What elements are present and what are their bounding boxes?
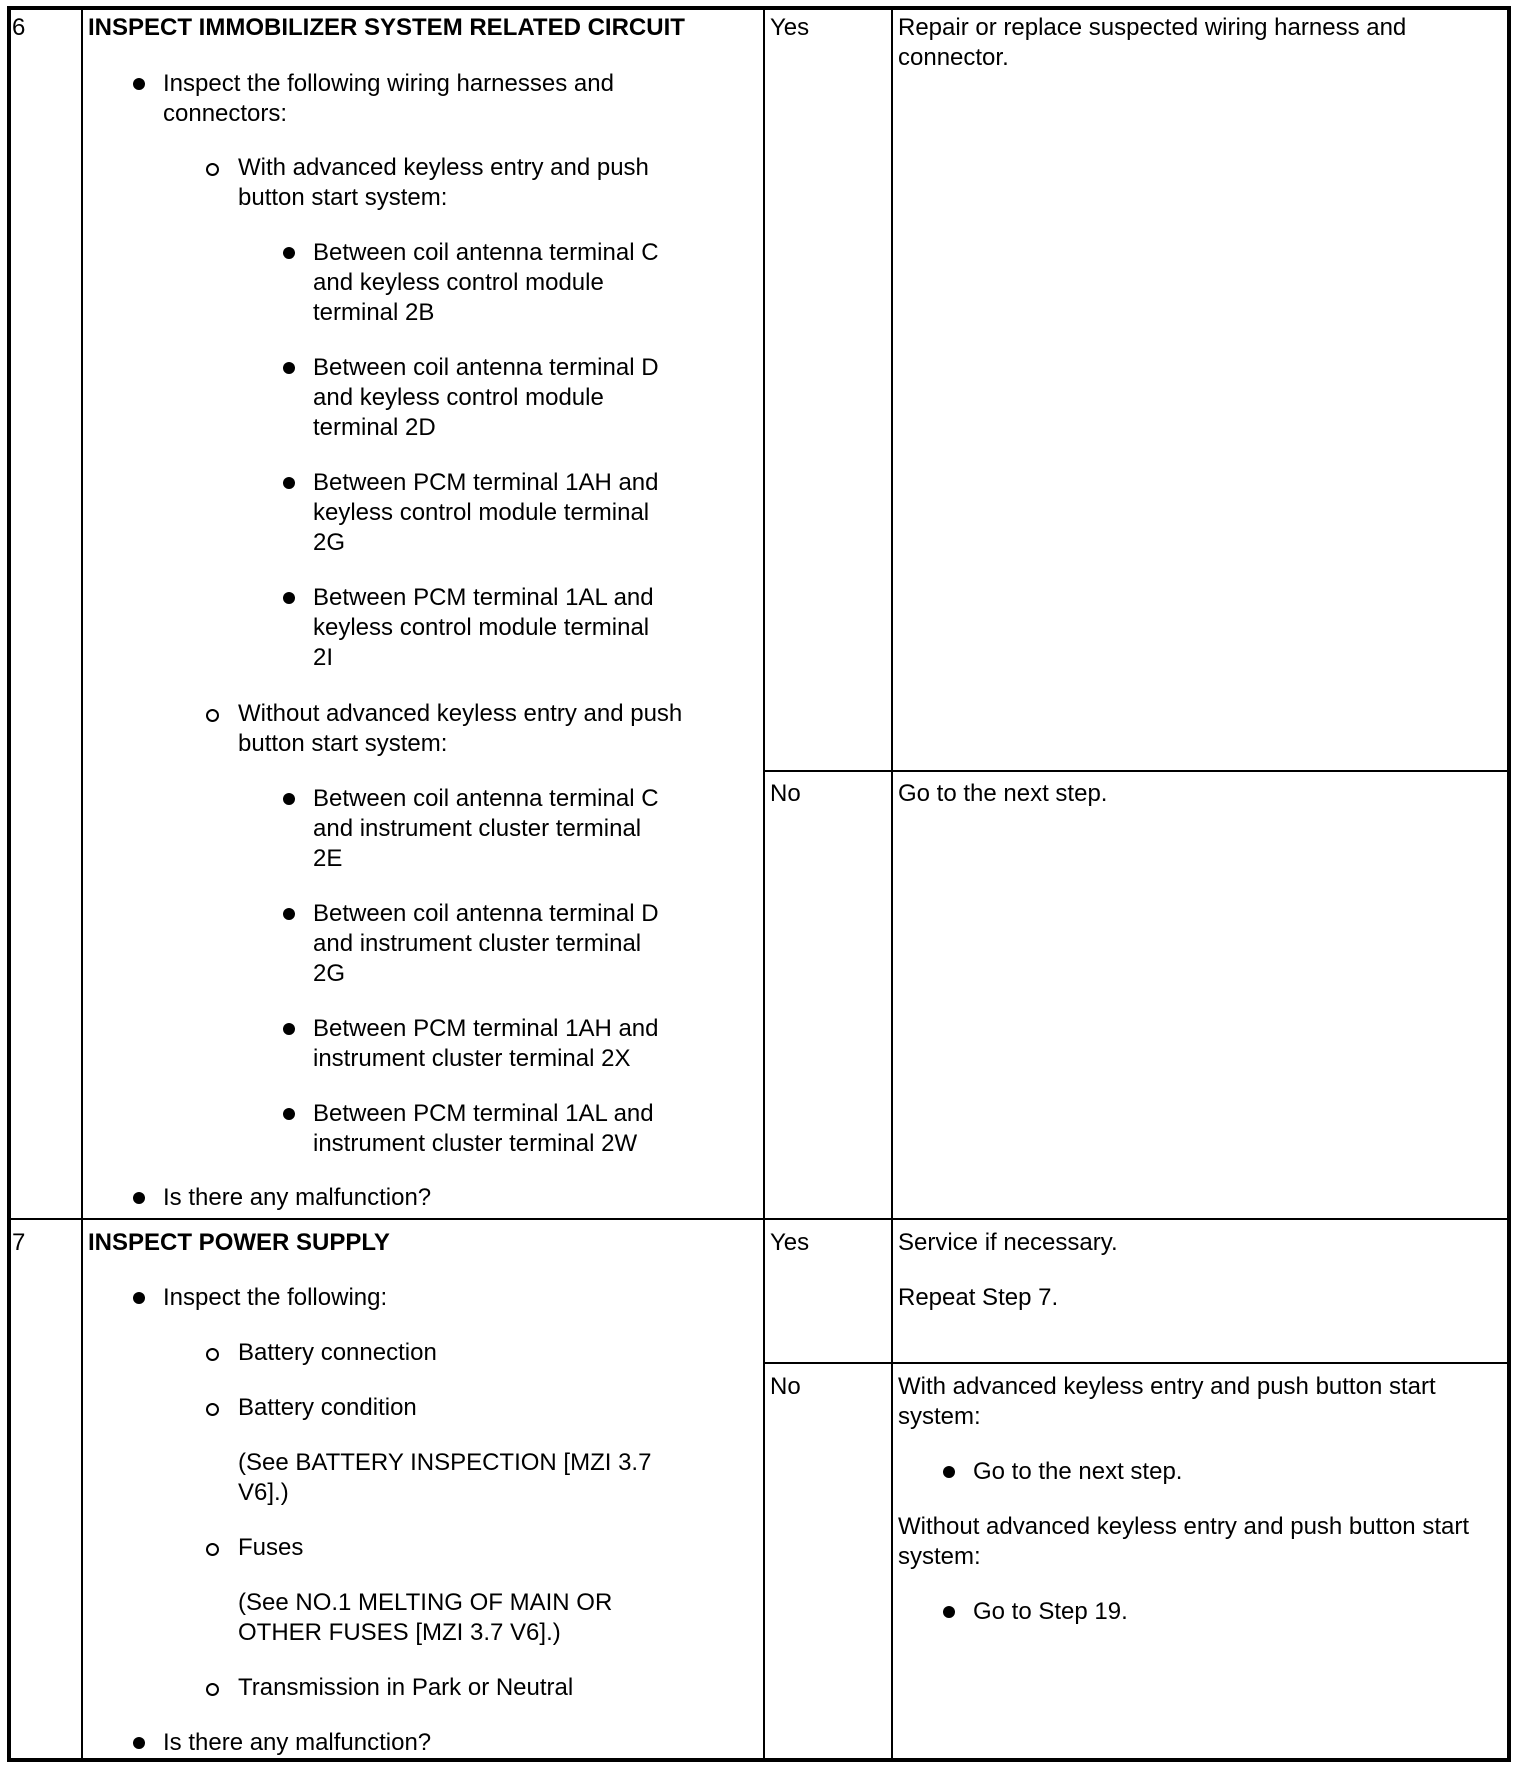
step-number: 6: [12, 14, 26, 41]
step-text: Between coil antenna terminal C: [313, 239, 659, 266]
step-text: and keyless control module: [313, 384, 604, 411]
step-text: Between PCM terminal 1AH and: [313, 1015, 659, 1042]
bullet-icon: [133, 78, 145, 90]
action-text: connector.: [898, 44, 1009, 71]
step-text: Between PCM terminal 1AL and: [313, 584, 654, 611]
step-text: Inspect the following wiring harnesses and: [163, 70, 614, 97]
step-text: Between coil antenna terminal D: [313, 900, 659, 927]
bullet-icon: [133, 1292, 145, 1304]
action-text: system:: [898, 1403, 981, 1430]
bullet-icon: [133, 1192, 145, 1204]
step-text: Inspect the following:: [163, 1284, 388, 1311]
action-text: Go to Step 19.: [973, 1598, 1128, 1625]
bullet-icon: [133, 1737, 145, 1749]
column-divider: [81, 8, 83, 1760]
step-question: Is there any malfunction?: [163, 1729, 432, 1756]
step-question: Is there any malfunction?: [163, 1184, 432, 1211]
column-divider: [891, 8, 893, 1760]
column-divider: [763, 8, 765, 1760]
step-text: Between coil antenna terminal D: [313, 354, 659, 381]
reference-text: (See BATTERY INSPECTION [MZI 3.7: [238, 1449, 652, 1476]
step-title: INSPECT IMMOBILIZER SYSTEM RELATED CIRCUIT: [88, 14, 685, 41]
step-text: Battery connection: [238, 1339, 437, 1366]
action-text: Repeat Step 7.: [898, 1284, 1059, 1311]
yes-label: Yes: [770, 14, 810, 41]
reference-text: OTHER FUSES [MZI 3.7 V6].): [238, 1619, 561, 1646]
bullet-icon: [283, 247, 295, 259]
circle-bullet-icon: [206, 1683, 219, 1696]
circle-bullet-icon: [206, 1543, 219, 1556]
action-text: system:: [898, 1543, 981, 1570]
step-text: Battery condition: [238, 1394, 417, 1421]
step-text: instrument cluster terminal 2W: [313, 1130, 638, 1157]
step-text: Transmission in Park or Neutral: [238, 1674, 574, 1701]
bullet-icon: [283, 908, 295, 920]
no-label: No: [770, 780, 801, 807]
action-text: Service if necessary.: [898, 1229, 1118, 1256]
action-text: Repair or replace suspected wiring harness and: [898, 14, 1407, 41]
step-number: 7: [12, 1229, 26, 1256]
step-text: button start system:: [238, 730, 448, 757]
bullet-icon: [283, 477, 295, 489]
step-text: and instrument cluster terminal: [313, 815, 642, 842]
row-divider: [9, 1218, 1509, 1220]
no-label: No: [770, 1373, 801, 1400]
bullet-icon: [943, 1606, 955, 1618]
step-text: Between PCM terminal 1AH and: [313, 469, 659, 496]
step-text: and instrument cluster terminal: [313, 930, 642, 957]
row-divider: [763, 1362, 1508, 1364]
step-text: 2G: [313, 960, 346, 987]
step-text: Between PCM terminal 1AL and: [313, 1100, 654, 1127]
step-text: button start system:: [238, 184, 448, 211]
reference-text: (See NO.1 MELTING OF MAIN OR: [238, 1589, 613, 1616]
circle-bullet-icon: [206, 1403, 219, 1416]
step-text: keyless control module terminal: [313, 614, 650, 641]
bullet-icon: [283, 592, 295, 604]
step-text: With advanced keyless entry and push: [238, 154, 649, 181]
circle-bullet-icon: [206, 163, 219, 176]
reference-text: V6].): [238, 1479, 289, 1506]
circle-bullet-icon: [206, 709, 219, 722]
bullet-icon: [283, 362, 295, 374]
step-text: 2I: [313, 644, 334, 671]
yes-label: Yes: [770, 1229, 810, 1256]
step-text: instrument cluster terminal 2X: [313, 1045, 631, 1072]
procedure-table: [7, 6, 1511, 1762]
step-title: INSPECT POWER SUPPLY: [88, 1229, 390, 1256]
action-text: With advanced keyless entry and push button start: [898, 1373, 1436, 1400]
action-text: Go to the next step.: [898, 780, 1108, 807]
bullet-icon: [943, 1466, 955, 1478]
step-text: Without advanced keyless entry and push: [238, 700, 683, 727]
bullet-icon: [283, 793, 295, 805]
action-text: Go to the next step.: [973, 1458, 1183, 1485]
step-text: keyless control module terminal: [313, 499, 650, 526]
step-text: Fuses: [238, 1534, 304, 1561]
row-divider: [763, 770, 1508, 772]
circle-bullet-icon: [206, 1348, 219, 1361]
step-text: 2E: [313, 845, 343, 872]
bullet-icon: [283, 1108, 295, 1120]
step-text: Between coil antenna terminal C: [313, 785, 659, 812]
step-text: and keyless control module: [313, 269, 604, 296]
step-text: connectors:: [163, 100, 288, 127]
step-text: terminal 2B: [313, 299, 435, 326]
step-text: 2G: [313, 529, 346, 556]
step-text: terminal 2D: [313, 414, 436, 441]
action-text: Without advanced keyless entry and push button start: [898, 1513, 1469, 1540]
bullet-icon: [283, 1023, 295, 1035]
